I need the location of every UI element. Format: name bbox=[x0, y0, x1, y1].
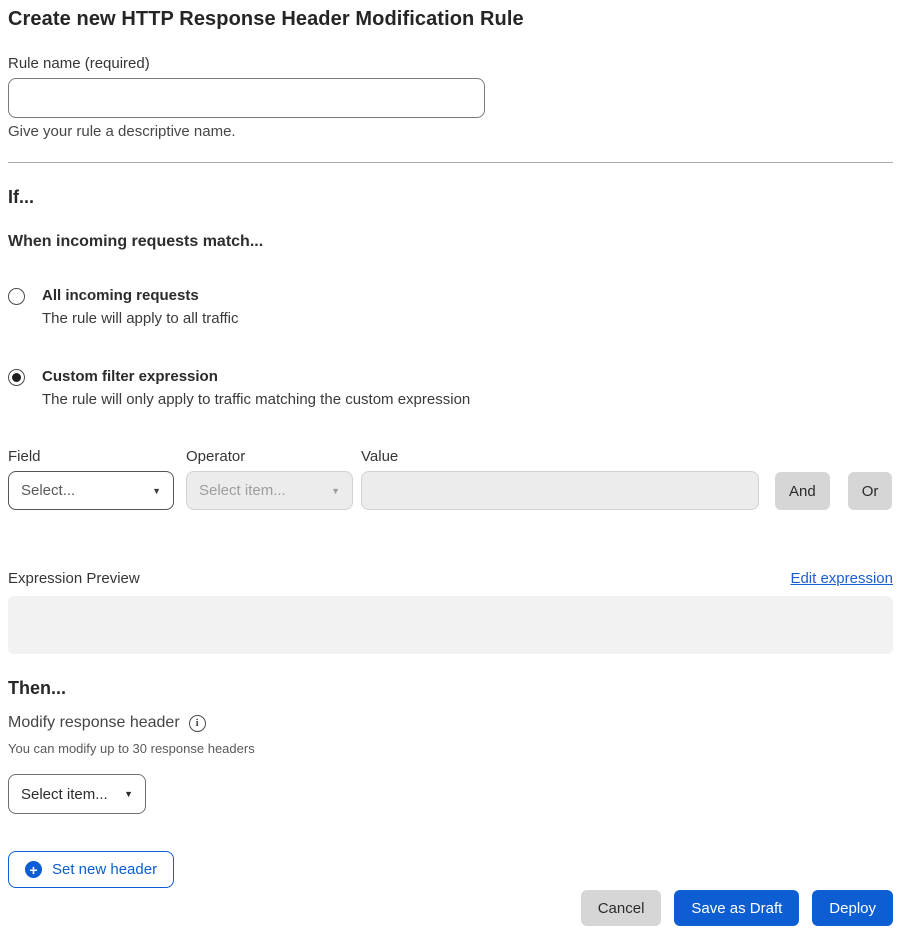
expression-preview-label: Expression Preview bbox=[8, 570, 140, 587]
radio-all-requests-label: All incoming requests bbox=[42, 287, 199, 304]
section-divider bbox=[8, 162, 893, 163]
edit-expression-link[interactable]: Edit expression bbox=[790, 570, 893, 587]
operator-column bbox=[186, 448, 353, 510]
then-heading: Then... bbox=[8, 678, 66, 698]
modify-header-line bbox=[8, 714, 893, 732]
operator-select[interactable] bbox=[186, 471, 353, 510]
and-button[interactable]: And bbox=[775, 472, 830, 510]
header-action-select[interactable] bbox=[8, 774, 146, 814]
value-input[interactable] bbox=[361, 471, 759, 510]
set-new-header-label: Set new header bbox=[52, 861, 158, 878]
modify-header-helper: You can modify up to 30 response headers bbox=[8, 741, 255, 756]
radio-all-requests-icon[interactable] bbox=[8, 288, 25, 305]
value-label: Value bbox=[361, 448, 399, 465]
field-label: Field bbox=[8, 448, 41, 465]
rule-name-label: Rule name (required) bbox=[8, 55, 150, 72]
expression-preview-box bbox=[8, 596, 893, 654]
field-select-value: Select... bbox=[21, 482, 76, 499]
operator-label: Operator bbox=[186, 448, 246, 465]
radio-option-all-requests[interactable] bbox=[8, 287, 893, 327]
field-column bbox=[8, 448, 174, 510]
radio-custom-filter-texts bbox=[42, 368, 470, 408]
chevron-down-icon: ▼ bbox=[331, 485, 340, 496]
radio-custom-filter-label: Custom filter expression bbox=[42, 368, 218, 385]
if-heading: If... bbox=[8, 187, 34, 207]
chevron-down-icon: ▼ bbox=[124, 789, 133, 799]
footer-actions bbox=[8, 890, 893, 926]
value-column bbox=[361, 448, 759, 510]
rule-name-helper: Give your rule a descriptive name. bbox=[8, 123, 236, 140]
expression-builder-row bbox=[8, 448, 893, 510]
radio-custom-filter-description: The rule will only apply to traffic matching the custom expression bbox=[42, 391, 471, 408]
radio-option-custom-filter[interactable] bbox=[8, 368, 893, 408]
or-button[interactable]: Or bbox=[848, 472, 893, 510]
match-subheading: When incoming requests match... bbox=[8, 233, 264, 250]
chevron-down-icon: ▼ bbox=[152, 485, 161, 496]
radio-custom-filter-icon[interactable] bbox=[8, 369, 25, 386]
plus-circle-icon: + bbox=[25, 861, 42, 878]
operator-select-value: Select item... bbox=[199, 482, 286, 499]
info-circle-icon[interactable]: i bbox=[189, 715, 206, 732]
modify-header-label: Modify response header bbox=[8, 714, 180, 731]
page-title: Create new HTTP Response Header Modification Rule bbox=[8, 8, 524, 30]
deploy-button[interactable]: Deploy bbox=[812, 890, 893, 926]
radio-all-requests-description: The rule will apply to all traffic bbox=[42, 310, 239, 327]
expression-preview-header bbox=[8, 570, 893, 587]
set-new-header-button[interactable] bbox=[8, 851, 174, 888]
header-action-select-value: Select item... bbox=[21, 785, 108, 803]
rule-name-block bbox=[8, 55, 893, 140]
save-as-draft-button[interactable]: Save as Draft bbox=[674, 890, 799, 926]
cancel-button[interactable]: Cancel bbox=[581, 890, 662, 926]
rule-name-input[interactable] bbox=[8, 78, 485, 118]
field-select[interactable] bbox=[8, 471, 174, 510]
radio-all-requests-texts bbox=[42, 287, 238, 327]
